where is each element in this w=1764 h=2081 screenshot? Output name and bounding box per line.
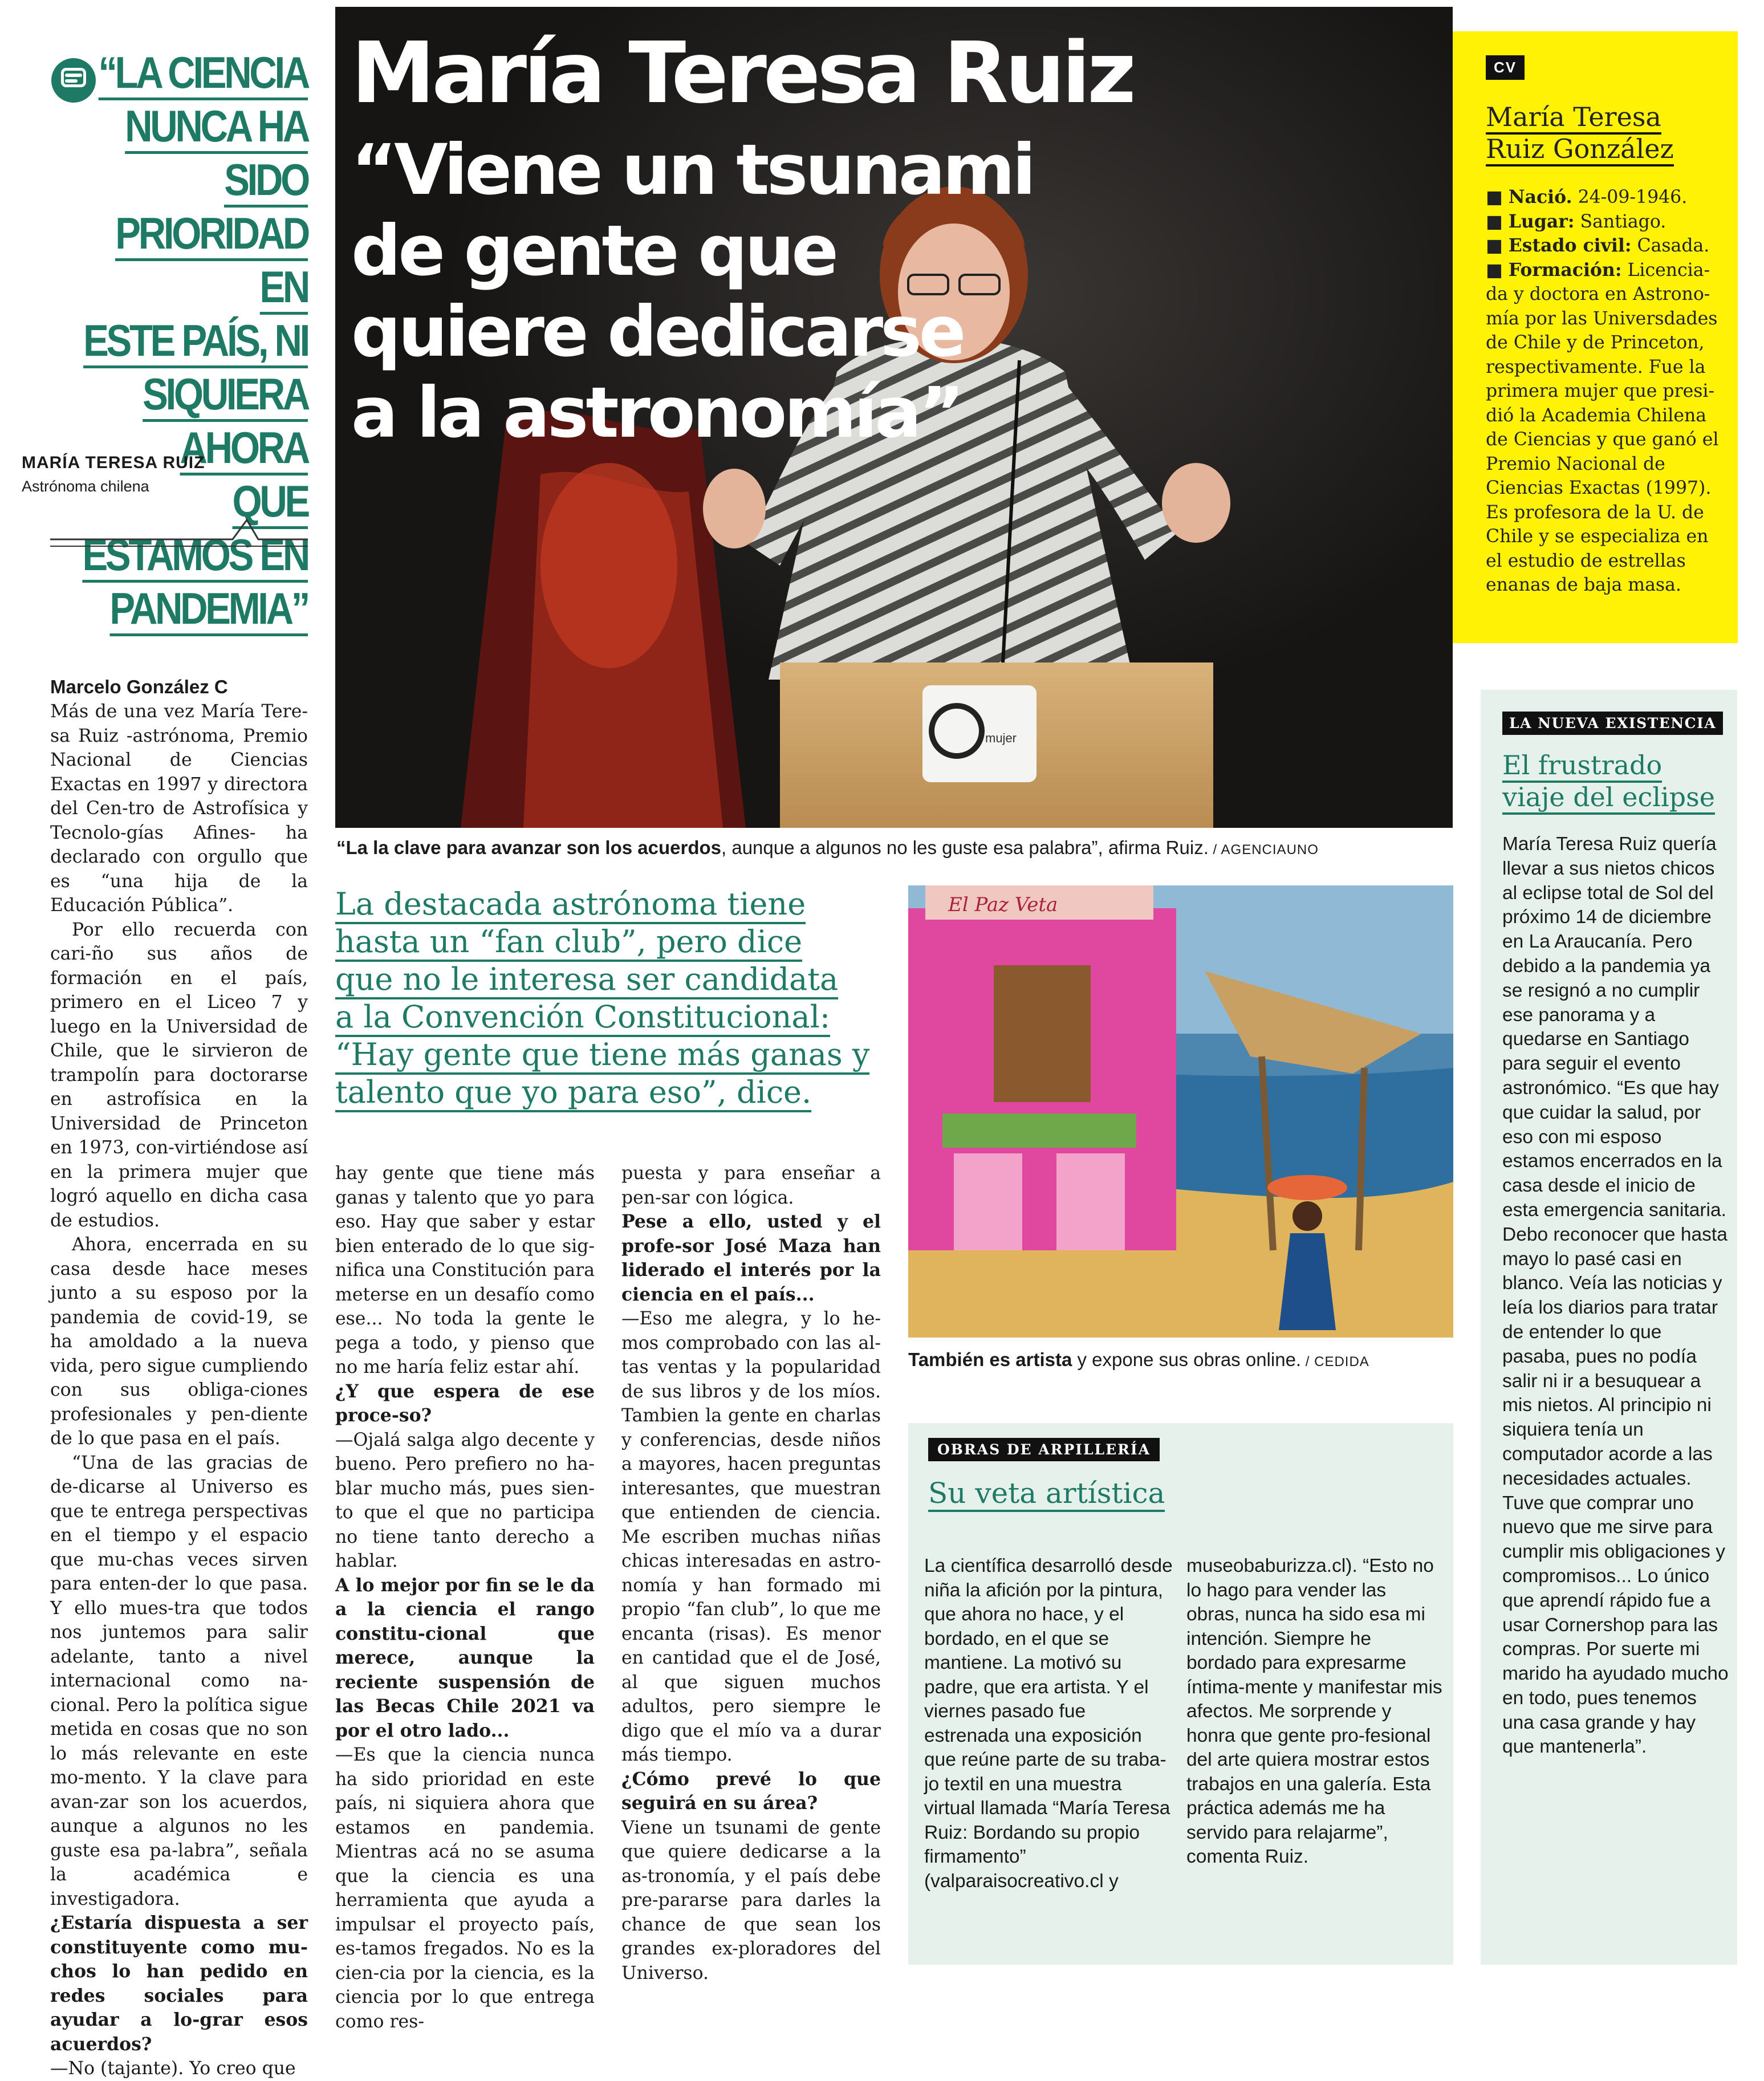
headline-quote-line: de gente que (351, 210, 836, 291)
interview-question: ¿Y que espera de ese proce-so? (335, 1380, 595, 1426)
interview-answer: puesta y para enseñar a pen-sar con lógica. (621, 1163, 881, 1208)
artwork-photo (908, 885, 1453, 1338)
article-paragraph: “Una de las gracias de de-dicarse al Universo es que te entrega perspectivas en el tiempo y el espacio que mu-chas veces sirven para enten-der lo que pasa. Y ello mues-tra que todos nos juntemos para salir adelante, tanto a nivel internacional como na-cional. Pero la política sigue metida en cosas que no son lo más relevante en este mo-mento. Y la clave para avan-zar son los acuerdos, aunque a algunos no les guste esa pa-labra”, señala la académica e investigadora. (50, 1452, 308, 1909)
cv-box (1453, 31, 1738, 643)
article-paragraph: Ahora, encerrada en su casa desde hace meses junto a su esposo por la pandemia de covid-19, se ha amoldado a la nueva vida, pero sigue cumpliendo con sus obliga-ciones profesionales y pen-diente de lo que pasa en el país. (50, 1234, 308, 1449)
arpilleria-title-text: Su veta artística (928, 1477, 1165, 1512)
interview-question: ¿Estaría dispuesta a ser constituyente como mu-chos lo han pedido en redes sociales para ayudar a lo-grar esos acuerdos? (50, 1912, 308, 2055)
pull-quote-author: MARÍA TERESA RUIZ (22, 453, 205, 472)
article-column-2 (335, 1161, 595, 2034)
deck-line: hasta un “fan club”, pero dice (335, 924, 802, 962)
artwork-caption (908, 1349, 1369, 1371)
pull-quote-line: QUE ESTAMOS EN (82, 476, 308, 583)
cv-item-value: Santiago. (1574, 211, 1667, 232)
artwork-credit: / CEDIDA (1301, 1354, 1369, 1369)
interview-answer: —Es que la ciencia nunca ha sido prioridad en este país, ni siquiera ahora que estamos en pandemia. Mientras acá no se asuma que la ciencia es una herramienta que ayuda a impulsar el proyecto país, es-tamos fregados. No es la cien-cia por la ciencia, es la ciencia por lo que entrega como res- (335, 1745, 595, 2032)
interview-answer: —Ojalá salga algo decente y bueno. Pero prefiero no ha-blar mucho más, pues sien-to que el que no participa no tiene tanto derecho a hablar. (335, 1429, 595, 1571)
cv-item-label: Nació. (1508, 186, 1572, 208)
interview-question: ¿Cómo prevé lo que seguirá en su área? (621, 1768, 881, 1814)
arpilleria-column-1: La científica desarrolló desde niña la afición por la pintura, que ahora no hace, y el bordado, en el que se mantiene. La motivó su padre, que era artista. Y el viernes pasado fue estrenada una exposición que reúne parte de su traba-jo textil en una muestra virtual llamada “María Teresa Ruiz: Bordando su propio firmamento” (valparaisocreativo.cl y (924, 1555, 1173, 1892)
article-paragraph: Más de una vez María Tere-sa Ruiz -astrónoma, Premio Nacional de Ciencias Exactas en 1997 y directora del Cen-tro de Astrofísica y Tecnolo-gías Afines- ha declarado con orgullo que es “una hija de la Educación Pública”. (50, 701, 308, 916)
headline-quote-line: “Viene un tsunami (351, 129, 1034, 210)
nueva-existencia-sidebar (1481, 690, 1737, 1965)
arpilleria-title (928, 1476, 1165, 1511)
cv-item: ■ Formación: Licencia-da y doctora en Astrono-mía por las Universdades de Chile y de Princeton, respectivamente. Fue la primera mujer que presi-dió la Academia Chilena de Ciencias y que ganó el Premio Nacional de Ciencias Exactas (1997). Es profesora de la U. de Chile y se especializa en el estudio de estrellas enanas de baja masa. (1486, 259, 1719, 595)
photo-caption-bold: “La la clave para avanzar son los acuerdos (336, 837, 721, 858)
cv-item: ■ Estado civil: Casada. (1486, 235, 1710, 256)
headline-quote-line: quiere dedicarse (351, 291, 964, 372)
deck-line: a la Convención Constitucional: (335, 999, 830, 1037)
photo-caption-text: , aunque a algunos no les guste esa palabra”, afirma Ruiz. (721, 837, 1209, 858)
pull-quote-line: PRIORIDAD EN (115, 208, 308, 315)
article-column-3 (621, 1161, 881, 1985)
cv-item: ■ Nació. 24-09-1946. (1486, 186, 1688, 208)
article-column-1 (50, 674, 308, 2081)
arpilleria-tag: OBRAS DE ARPILLERÍA (928, 1438, 1160, 1461)
divider-rule (50, 513, 308, 547)
headline: María Teresa Ruiz (351, 24, 1133, 122)
pull-quote-line: ESTE PAÍS, NI (83, 315, 308, 368)
cv-name-line: Ruiz González (1486, 133, 1674, 166)
cv-item-value: 24-09-1946. (1572, 187, 1688, 208)
photo-caption (336, 837, 1319, 859)
cv-item-label: Formación: (1508, 259, 1622, 281)
cv-item-label: Lugar: (1508, 210, 1575, 232)
pull-quote-line: NUNCA HA SIDO (125, 101, 308, 208)
cv-details (1486, 185, 1725, 598)
arpilleria-artwork (908, 885, 1453, 1338)
article-paragraph: Por ello recuerda con cari-ño sus años de formación en el país, primero en el Liceo 7 y luego en la Universidad de Chile, que le sirvieron de trampolín para doctorarse en astrofísica en la Universidad de Princeton en 1973, con-virtiéndose así en la primera mujer que logró aquello en dicha casa de estudios. (50, 919, 308, 1231)
arpilleria-sidebar (908, 1423, 1453, 1965)
nueva-existencia-body: María Teresa Ruiz quería llevar a sus nietos chicos al eclipse total de Sol del próximo 14 de diciembre en La Araucanía. Pero debido a la pandemia ya se resignó a no cumplir ese panorama y a quedarse en Santiago para seguir el evento astronómico. “Es que hay que cuidar la salud, por eso con mi esposo estamos encerrados en la casa desde el inicio de esta emergencia sanitaria. Debo reconocer que hasta mayo lo pasé casi en blanco. Veía las noticias y leía los diarios para tratar de entender lo que pasaba, pues no podía salir ni ir a besuquear a mis nietos. Al principio ni siquiera tenía un computador acorde a las necesidades actuales. Tuve que comprar uno nuevo que me sirve para cumplir mis obligaciones y compromisos... Lo único que aprendí rápido fue a usar Cornershop para las compras. Por suerte mi marido ha ayudado mucho en todo, pues tenemos una casa grande y hay que mantenerla”. (1502, 834, 1729, 1758)
headline-quote-line: a la astronomía” (351, 372, 962, 453)
arpilleria-column-2: museobaburizza.cl). “Esto no lo hago para vender las obras, nunca ha sido esa mi intención. Siempre he bordado para expresarme íntima-mente y manifestar mis afectos. Me sorprende y honra que gente pro-fesional del arte quiera mostrar estos trabajos en una galería. Esta práctica además me ha servido para relajarme”, comenta Ruiz. (1186, 1555, 1442, 1867)
pull-quote-line: SIQUIERA AHORA (143, 369, 308, 475)
cv-name-line: María Teresa (1486, 101, 1661, 135)
deck-summary (335, 885, 911, 1111)
interview-answer: Viene un tsunami de gente que quiere dedicarse a la as-tronomía, y el país debe pre-pararse para darles la chance de que sean los grandes ex-ploradores del Universo. (621, 1817, 881, 1984)
cv-item-value: Licencia-da y doctora en Astrono-mía por las Universdades de Chile y de Princeton, respectivamente. Fue la primera mujer que presi-dió la Academia Chilena de Ciencias y que ganó el Premio Nacional de Ciencias Exactas (1997). Es profesora de la U. de Chile y se especializa en el estudio de estrellas enanas de baja masa. (1486, 259, 1719, 595)
artwork-caption-bold: También es artista (908, 1349, 1072, 1370)
deck-line: La destacada astrónoma tiene (335, 886, 806, 924)
byline: Marcelo González C (50, 676, 228, 697)
nueva-existencia-tag: LA NUEVA EXISTENCIA (1502, 712, 1723, 735)
cv-name (1486, 101, 1731, 165)
interview-answer: —Eso me alegra, y lo he-mos comprobado con las al-tas ventas y la popularidad de sus libros y de los míos. Tambien la gente en charlas y conferencias, desde niños a mayores, hacen preguntas interesantes, que muestran que entienden de ciencia. Me escriben muchas niñas chicas interesadas en astro-nomía y han formado mi propio “fan club”, lo que me encanta (risas). Es menor en cantidad que el de José, al que siguen muchos adultos, pero siempre le digo que el mío va a durar más tiempo. (621, 1308, 881, 1765)
deck-line: “Hay gente que tiene más ganas y (335, 1037, 869, 1075)
cv-item: ■ Lugar: Santiago. (1486, 210, 1667, 232)
interview-answer: —No (tajante). Yo creo que (50, 2058, 296, 2079)
cv-item-value: Casada. (1631, 235, 1710, 256)
nueva-existencia-title (1502, 749, 1730, 813)
pull-quote-line: PANDEMIA” (109, 583, 308, 636)
artwork-caption-text: y expone sus obras online. (1072, 1349, 1302, 1370)
photo-credit: / AGENCIAUNO (1208, 842, 1319, 857)
deck-line: que no le interesa ser candidata (335, 961, 838, 999)
interview-answer: hay gente que tiene más ganas y talento que yo para eso. Hay que saber y estar bien enterado de lo que sig-nifica una Constitución para meterse en un desafío como ese... No toda la gente le pega a todo, y pienso que no me haría feliz estar ahí. (335, 1163, 595, 1377)
artwork-sign-text: El Paz Veta (948, 893, 1058, 916)
cv-item-label: Estado civil: (1508, 235, 1632, 256)
pull-quote-line: “LA CIENCIA (98, 47, 308, 100)
podium-logo-text: mujer (985, 731, 1017, 745)
interview-question: Pese a ello, usted y el profe-sor José Maza han liderado el interés por la ciencia en el país... (621, 1211, 881, 1305)
deck-line: talento que yo para eso”, dice. (335, 1074, 811, 1112)
cv-tag: CV (1486, 55, 1525, 80)
interview-question: A lo mejor por fin se le da a la ciencia el rango constitu-cional que merece, aunque la reciente suspensión de las Becas Chile 2021 va por el otro lado... (335, 1574, 595, 1741)
nueva-existencia-title-line: viaje del eclipse (1502, 782, 1715, 815)
headline-quote (351, 129, 1033, 453)
hero-photo (335, 7, 1453, 828)
pull-quote-role: Astrónoma chilena (22, 478, 149, 495)
nueva-existencia-title-line: El frustrado (1502, 750, 1662, 783)
